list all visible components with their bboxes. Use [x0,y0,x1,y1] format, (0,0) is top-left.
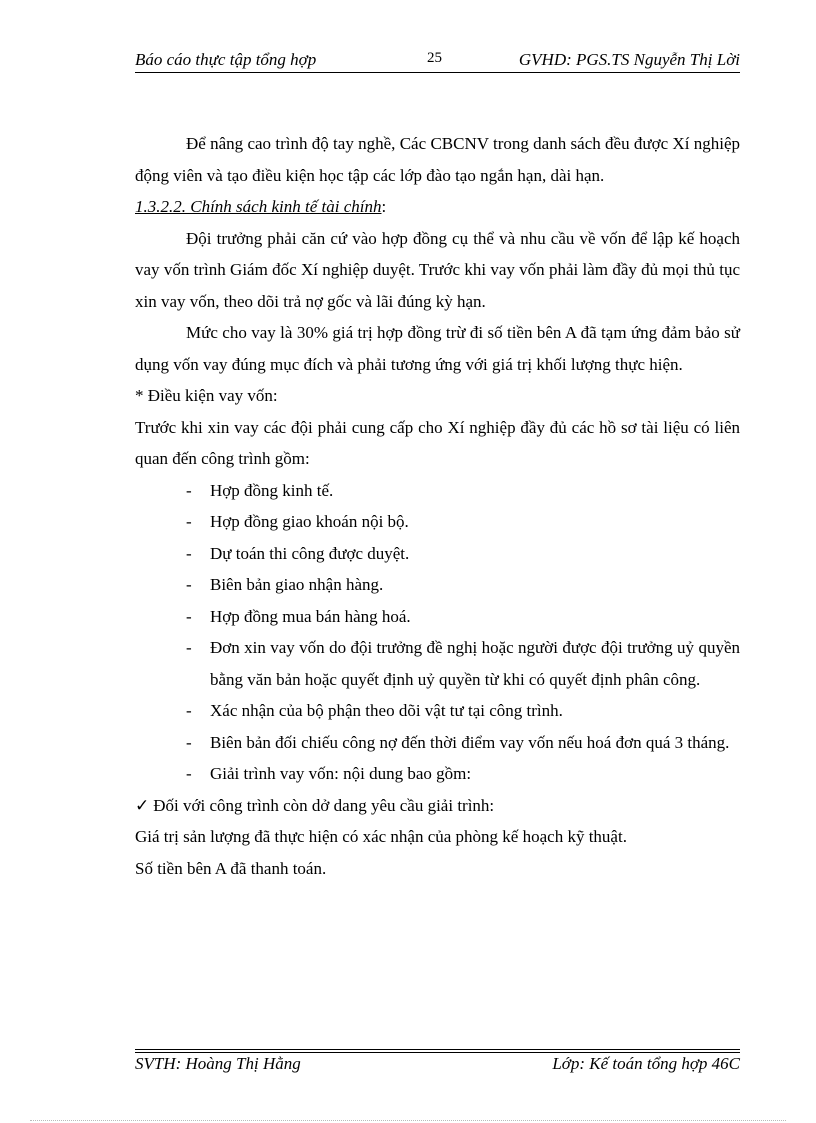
footer-rule-bottom [135,1052,740,1053]
list-item-text: Hợp đồng mua bán hàng hoá. [210,606,411,626]
dash-bullet: - [186,638,192,657]
dash-bullet: - [186,701,192,720]
paragraph-loan-rate: Mức cho vay là 30% giá trị hợp đồng trừ đi số tiền bên A đã tạm ứng đảm bảo sử dụng vốn vay đúng mục đích và phải tương ứng với giá trị khối lượng thực hiện. [135,323,740,374]
line-value: Giá trị sản lượng đã thực hiện có xác nhận của phòng kế hoạch kỹ thuật. [135,827,627,846]
dash-bullet: - [186,764,192,783]
list-item [186,475,740,507]
check-line-text: Đối với công trình còn dở dang yêu cầu giải trình: [153,795,495,815]
list-item [186,695,740,727]
list-item [186,569,740,601]
list-item-text: Biên bản giao nhận hàng. [210,575,384,594]
page-content [135,128,740,884]
section-heading-line [135,191,740,223]
dash-bullet: - [186,732,192,752]
list-item-text: Hợp đồng kinh tế. [210,480,334,500]
section-heading-colon: : [381,197,387,216]
dash-bullet: - [186,575,192,594]
check-line [135,790,740,822]
list-item [186,506,740,538]
document-list [186,475,740,790]
dash-bullet: - [186,480,192,500]
line-paid: Số tiền bên A đã thanh toán. [135,858,327,878]
conditions-title: * Điều kiện vay vốn: [135,386,278,405]
page-footer [135,1054,740,1080]
section-heading: 1.3.2.2. Chính sách kinh tế tài chính [135,197,382,216]
footer-rule-top [135,1049,740,1050]
paragraph-training: Để nâng cao trình độ tay nghề, Các CBCNV trong danh sách đều được Xí nghiệp động viên và tạo điều kiện học tập các lớp đào tạo ngắn hạn, dài hạn. [135,134,740,185]
list-item-text: Hợp đồng giao khoán nội bộ. [210,512,409,531]
page-edge-divider [30,1120,786,1121]
list-item [186,758,740,790]
header-supervisor: GVHD: PGS.TS Nguyễn Thị Lời [518,50,740,69]
dash-bullet: - [186,606,192,626]
list-item-text: Đơn xin vay vốn do đội trưởng đề nghị hoặc người được đội trưởng uỷ quyền bằng văn bản hoặc quyết định uỷ quyền từ khi có quyết định phân công. [210,638,740,689]
footer-class: Lớp: Kế toán tổng hợp 46C [552,1054,740,1073]
checkmark-icon: ✓ [135,795,150,815]
dash-bullet: - [186,543,192,563]
dash-bullet: - [186,512,192,531]
list-item [186,727,740,759]
list-item [186,538,740,570]
conditions-intro: Trước khi xin vay các đội phải cung cấp cho Xí nghiệp đầy đủ các hồ sơ tài liệu có liên quan đến công trình gồm: [135,417,740,468]
list-item-text: Biên bản đối chiếu công nợ đến thời điểm vay vốn nếu hoá đơn quá 3 tháng. [210,732,730,752]
header-report-title: Báo cáo thực tập tổng hợp [135,50,317,69]
list-item-text: Dự toán thi công được duyệt. [210,543,410,563]
paragraph-loan-plan: Đội trưởng phải căn cứ vào hợp đồng cụ thể và nhu cầu về vốn để lập kế hoạch vay vốn trình Giám đốc Xí nghiệp duyệt. Trước khi vay vốn phải làm đầy đủ mọi thủ tục xin vay vốn, theo dõi trả nợ gốc và lãi đúng kỳ hạn. [135,228,740,311]
header-rule [135,72,740,73]
list-item [186,601,740,633]
page-header [135,48,740,74]
list-item-text: Giải trình vay vốn: nội dung bao gồm: [210,764,472,783]
list-item [186,632,740,695]
page-number: 25 [427,50,442,66]
footer-student: SVTH: Hoàng Thị Hằng [135,1054,301,1073]
list-item-text: Xác nhận của bộ phận theo dõi vật tư tại công trình. [210,701,563,720]
